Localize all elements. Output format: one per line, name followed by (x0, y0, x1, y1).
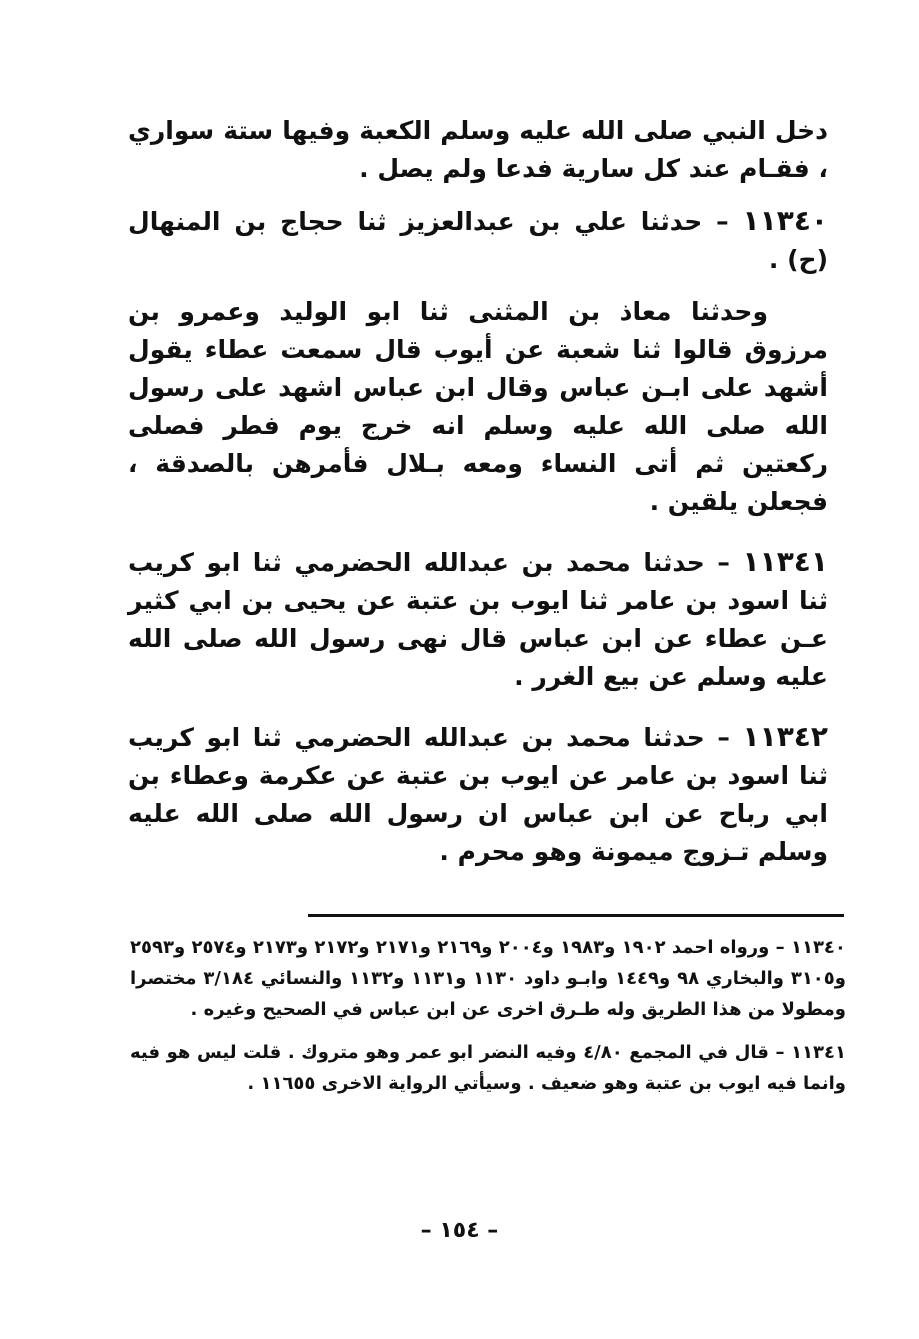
hadith-11342-paragraph (128, 718, 828, 871)
hadith-text: – حدثنا محمد بن عبدالله الحضرمي ثنا ابو كريب ثنا اسود بن عامر ثنا ايوب بن عتبة عن يحيى بن ابي كثير عـن عطاء عن ابن عباس قال نهى رسول الله صلى الله عليه وسلم عن بيع الغرر . (128, 548, 828, 691)
footnotes-section (130, 932, 846, 1111)
main-text-body (128, 112, 828, 893)
footnote-11340: ١١٣٤٠ – ورواه احمد ١٩٠٢ و١٩٨٣ و٢٠٠٤ و٢١٦٩ و٢١٧١ و٢١٧٢ و٢١٧٣ و٢٥٧٤ و٢٥٩٣ و٣١٠٥ والبخاري ٩٨ و١٤٤٩ وابـو داود ١١٣٠ و١١٣١ و١١٣٢ والنسائي ٣/١٨٤ مختصرا ومطولا من هذا الطريق وله طـرق اخرى عن ابن عباس في الصحيح وغيره . (130, 937, 846, 1020)
hadith-text: – حدثنا محمد بن عبدالله الحضرمي ثنا ابو كريب ثنا اسود بن عامر عن ايوب بن عتبة عن عكرمة وعطاء بن ابي رباح عن ابن عباس ان رسول الله صلى الله عليه وسلم تـزوج ميمونة وهو محرم . (128, 723, 828, 866)
footnote-divider (308, 914, 844, 917)
page-number: – ١٥٤ – (420, 1218, 499, 1243)
hadith-number: ١١٣٤١ (742, 545, 828, 578)
hadith-text: – حدثنا علي بن عبدالعزيز ثنا حجاج بن المنهال (ح) . (128, 207, 828, 274)
hadith-11340-second-chain-paragraph: وحدثنا معاذ بن المثنى ثنا ابو الوليد وعمرو بن مرزوق قالوا ثنا شعبة عن أيوب قال سمعت عطاء يقول أشهد على ابـن عباس وقال ابن عباس اشهد على رسول الله صلى الله عليه وسلم انه خرج يوم فطر فصلى ركعتين ثم أتى النساء ومعه بـلال فأمرهن بالصدقة ، فجعلن يلقين . (128, 297, 828, 516)
hadith-number: ١١٣٤٢ (742, 720, 828, 753)
hadith-11340-paragraph (128, 202, 828, 279)
hadith-11341-paragraph (128, 543, 828, 696)
hadith-number: ١١٣٤٠ (742, 204, 828, 237)
hadith-continuation-paragraph: دخل النبي صلى الله عليه وسلم الكعبة وفيها ستة سواري ، فقـام عند كل سارية فدعا ولم يصل . (128, 116, 828, 183)
footnote-11341: ١١٣٤١ – قال في المجمع ٤/٨٠ وفيه النضر ابو عمر وهو متروك . قلت ليس هو فيه وانما فيه ايوب بن عتبة وهو ضعيف . وسيأتي الرواية الاخرى ١١٦٥٥ . (130, 1042, 846, 1094)
